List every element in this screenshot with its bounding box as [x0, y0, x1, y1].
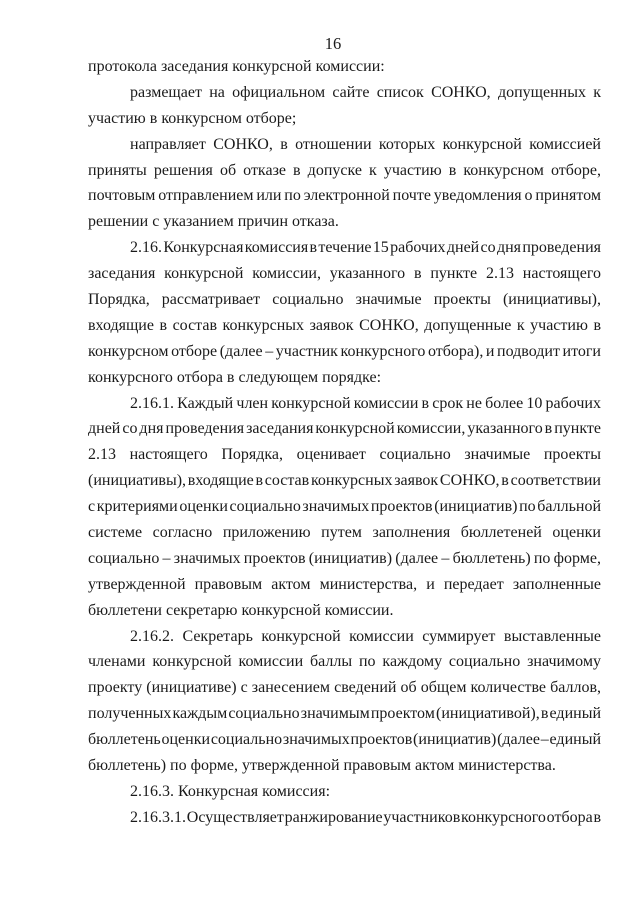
text-line-content: 2.16.1. Каждый член конкурсной комиссии в срок не более 10 рабочих [130, 394, 601, 412]
text-line [88, 287, 601, 313]
text-line-content: утвержденной правовым актом министерства, и передает заполненные [88, 575, 601, 593]
text-line-content: бюллетень) по форме, утвержденной правовым актом министерства. [88, 757, 556, 775]
text-line [88, 183, 601, 209]
text-line [88, 313, 601, 339]
text-line [88, 468, 601, 494]
text-line-content: полученных каждым социально значимым проектом (инициативой), в единый [88, 705, 602, 723]
text-line-content: решении с указанием причин отказа. [88, 213, 339, 231]
text-line [88, 132, 601, 158]
text-line-content: размещает на официальном сайте список СОНКО, допущенных к [130, 83, 601, 101]
text-line [88, 339, 601, 365]
text-line-content: членами конкурсной комиссии баллы по каждому социально значимому [88, 653, 601, 671]
text-line [88, 701, 601, 727]
document-body [88, 54, 601, 831]
text-line [88, 391, 601, 417]
text-line [88, 727, 601, 753]
text-line-content: 2.16.3.1. Осуществляет ранжирование участников конкурсного отбора в [130, 808, 601, 826]
text-line [88, 753, 601, 779]
text-line-content: Порядка, рассматривает социально значимые проекты (инициативы), [88, 291, 601, 309]
text-line-content: направляет СОНКО, в отношении которых конкурсной комиссией [130, 135, 601, 153]
text-line [88, 365, 601, 391]
page-number: 16 [324, 34, 342, 53]
text-line-content: бюллетень оценки социально значимых проектов (инициатив) (далее – единый [88, 731, 601, 749]
text-line-content: бюллетени секретарю конкурсной комиссии. [88, 601, 394, 619]
text-line-content: дней со дня проведения заседания конкурсной комиссии, указанного в пункте [88, 420, 602, 438]
text-line [88, 649, 601, 675]
text-line [88, 779, 601, 805]
text-line [88, 572, 601, 598]
text-line [88, 416, 601, 442]
text-line-content: приняты решения об отказе в допуске к участию в конкурсном отборе, [88, 161, 601, 179]
text-line [88, 520, 601, 546]
text-line [88, 235, 601, 261]
text-line-content: 2.16.3. Конкурсная комиссия: [130, 782, 331, 800]
text-line [88, 106, 601, 132]
text-line-content: системе согласно приложению путем заполнения бюллетеней оценки [88, 524, 601, 542]
text-line [88, 80, 601, 106]
text-line-content: конкурсного отбора в следующем порядке: [88, 368, 382, 386]
text-line-content: социально – значимых проектов (инициатив) (далее – бюллетень) по форме, [88, 549, 601, 567]
text-line [88, 209, 601, 235]
text-line-content: 2.16.2. Секретарь конкурсной комиссии суммирует выставленные [130, 627, 601, 645]
text-line-content: с критериями оценки социально значимых проектов (инициатив) по балльной [88, 498, 601, 516]
text-line-content: входящие в состав конкурсных заявок СОНКО, допущенные к участию в [88, 316, 601, 334]
text-line [88, 261, 601, 287]
text-line [88, 805, 601, 831]
text-line-content: проекту (инициативе) с занесением сведений об общем количестве баллов, [88, 679, 601, 697]
text-line [88, 675, 601, 701]
text-line-content: протокола заседания конкурсной комиссии: [88, 58, 385, 75]
text-line [88, 494, 601, 520]
text-line-content: 2.13 настоящего Порядка, оценивает социально значимые проекты [88, 446, 601, 464]
text-line-content: участию в конкурсном отборе; [88, 109, 297, 127]
text-line-content: конкурсном отборе (далее – участник конкурсного отбора), и подводит итоги [88, 342, 601, 360]
text-line [88, 158, 601, 184]
text-line [88, 598, 601, 624]
text-line [88, 546, 601, 572]
text-line-content: почтовым отправлением или по электронной почте уведомления о принятом [88, 187, 601, 205]
text-line-content: (инициативы), входящие в состав конкурсных заявок СОНКО, в соответствии [88, 472, 601, 490]
text-line [88, 624, 601, 650]
text-line [88, 442, 601, 468]
text-line-content: заседания конкурсной комиссии, указанного в пункте 2.13 настоящего [88, 265, 601, 283]
text-line-content: 2.16. Конкурсная комиссия в течение 15 рабочих дней со дня проведения [130, 239, 602, 257]
text-line [88, 54, 601, 80]
